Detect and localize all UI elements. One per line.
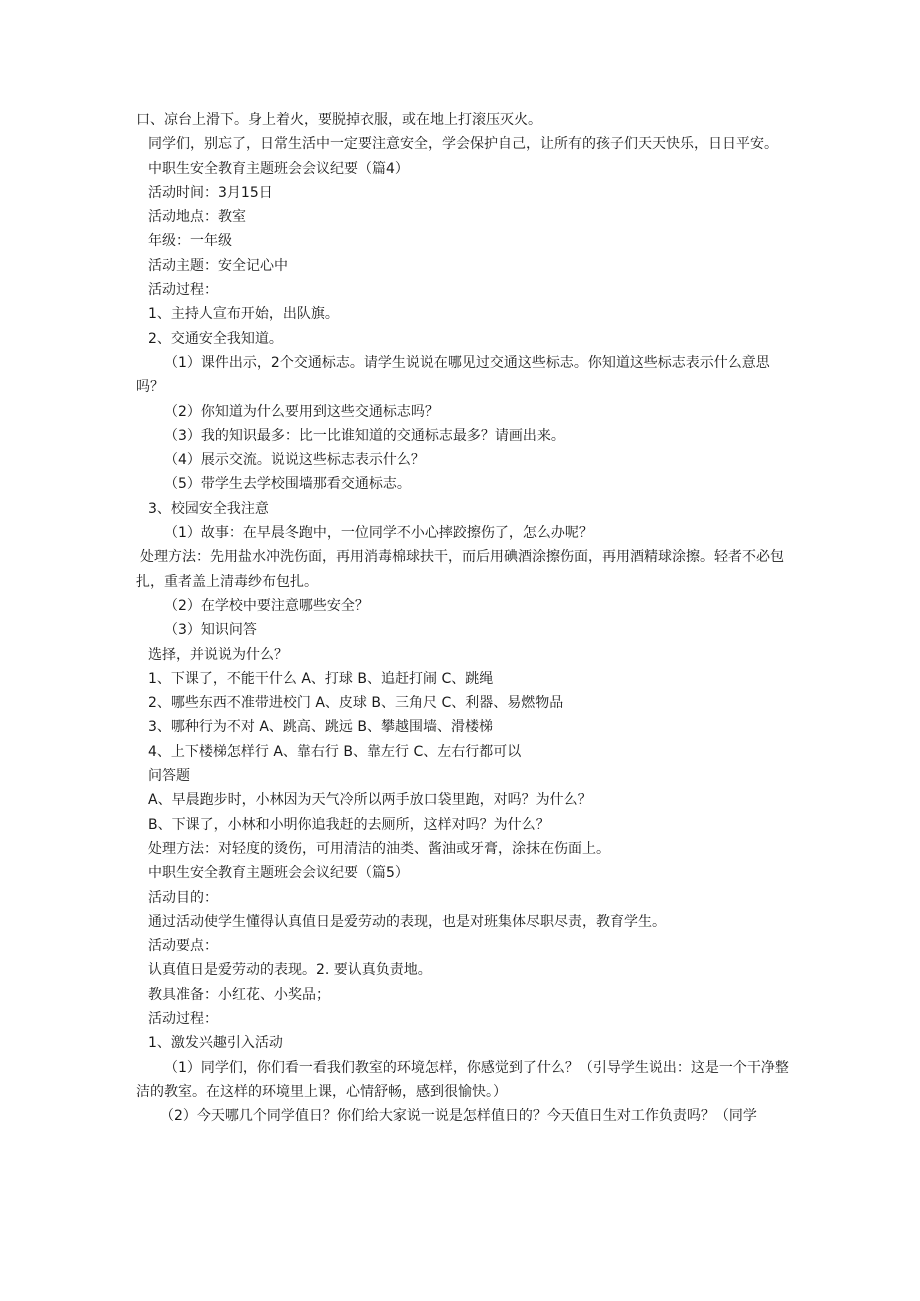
activity-process-label: 活动过程：	[148, 282, 218, 299]
activity-purpose-label: 活动目的：	[148, 889, 218, 906]
quiz-qa-label: 问答题	[148, 768, 190, 785]
activity-theme: 活动主题：安全记心中	[148, 257, 288, 274]
section-title-part5: 中职生安全教育主题班会会议纪要（篇5）	[148, 865, 409, 882]
document-body	[136, 108, 790, 1128]
activity-key-points-label: 活动要点：	[148, 938, 218, 955]
step-2: 2、交通安全我知道。	[148, 330, 283, 347]
step-2-item-3: （3）我的知识最多：比一比谁知道的交通标志最多？请画出来。	[164, 427, 565, 444]
treatment-method-1: 处理方法：先用盐水冲洗伤面，再用消毒棉球扶干，而后用碘酒涂擦伤面，再用酒精球涂擦。轻者不必包扎，重者盖上清毒纱布包扎。	[136, 549, 784, 590]
step-1-item-1: （1）同学们，你们看一看我们教室的环境怎样，你感觉到了什么？（引导学生说出：这是一个干净整洁的教室。在这样的环境里上课，心情舒畅，感到很愉快。）	[136, 1059, 789, 1100]
activity-location: 活动地点：教室	[148, 209, 246, 226]
treatment-method-2: 处理方法：对轻度的烫伤，可用清洁的油类、酱油或牙膏，涂抹在伤面上。	[148, 840, 610, 857]
quiz-qa-b: B、下课了，小林和小明你追我赶的去厕所，这样对吗？为什么？	[148, 816, 550, 833]
activity-time: 活动时间：3月15日	[148, 184, 273, 201]
paragraph-safety-reminder: 同学们，别忘了，日常生活中一定要注意安全，学会保护自己，让所有的孩子们天天快乐，日日平安。	[148, 136, 778, 153]
step-2-item-5: （5）带学生去学校围墙那看交通标志。	[164, 476, 411, 493]
step-2-item-1: （1）课件出示，2个交通标志。请学生说说在哪见过交通这些标志。你知道这些标志表示什么意思吗？	[136, 354, 770, 396]
quiz-choice-1: 1、下课了，不能干什么 A、打球 B、追赶打闹 C、跳绳	[148, 670, 494, 687]
section-title-part4: 中职生安全教育主题班会会议纪要（篇4）	[148, 160, 409, 177]
step-1: 1、主持人宣布开始，出队旗。	[148, 306, 339, 323]
activity-process-label-2: 活动过程：	[148, 1010, 218, 1027]
step-2-item-2: （2）你知道为什么要用到这些交通标志吗？	[164, 403, 439, 420]
quiz-choice-3: 3、哪种行为不对 A、跳高、跳远 B、攀越围墙、滑楼梯	[148, 719, 493, 736]
activity-key-points: 认真值日是爱劳动的表现。2. 要认真负责地。	[148, 962, 432, 979]
quiz-choice-2: 2、哪些东西不准带进校门 A、皮球 B、三角尺 C、利器、易燃物品	[148, 695, 564, 712]
paragraph-fire-escape: 口、凉台上滑下。身上着火，要脱掉衣服，或在地上打滚压灭火。	[136, 112, 542, 128]
step-3-item-3: （3）知识问答	[164, 622, 257, 639]
quiz-qa-a: A、早晨跑步时，小林因为天气冷所以两手放口袋里跑，对吗？为什么？	[148, 792, 592, 809]
step-2-item-4: （4）展示交流。说说这些标志表示什么？	[164, 452, 425, 469]
step-3-item-1: （1）故事：在早晨冬跑中，一位同学不小心摔跤擦伤了，怎么办呢？	[164, 525, 593, 542]
activity-purpose: 通过活动使学生懂得认真值日是爱劳动的表现，也是对班集体尽职尽责，教育学生。	[148, 913, 666, 930]
step-3: 3、校园安全我注意	[148, 500, 269, 517]
quiz-choice-4: 4、上下楼梯怎样行 A、靠右行 B、靠左行 C、左右行都可以	[148, 743, 522, 760]
step-1-item-2: （2）今天哪几个同学值日？你们给大家说一说是怎样值日的？今天值日生对工作负责吗？（同学	[160, 1108, 757, 1125]
materials: 教具准备：小红花、小奖品；	[148, 986, 330, 1003]
step-3-item-2: （2）在学校中要注意哪些安全？	[164, 597, 369, 614]
step-1-intro: 1、激发兴趣引入活动	[148, 1035, 283, 1052]
grade: 年级：一年级	[148, 233, 232, 250]
quiz-choice-label: 选择，并说说为什么？	[148, 646, 288, 663]
